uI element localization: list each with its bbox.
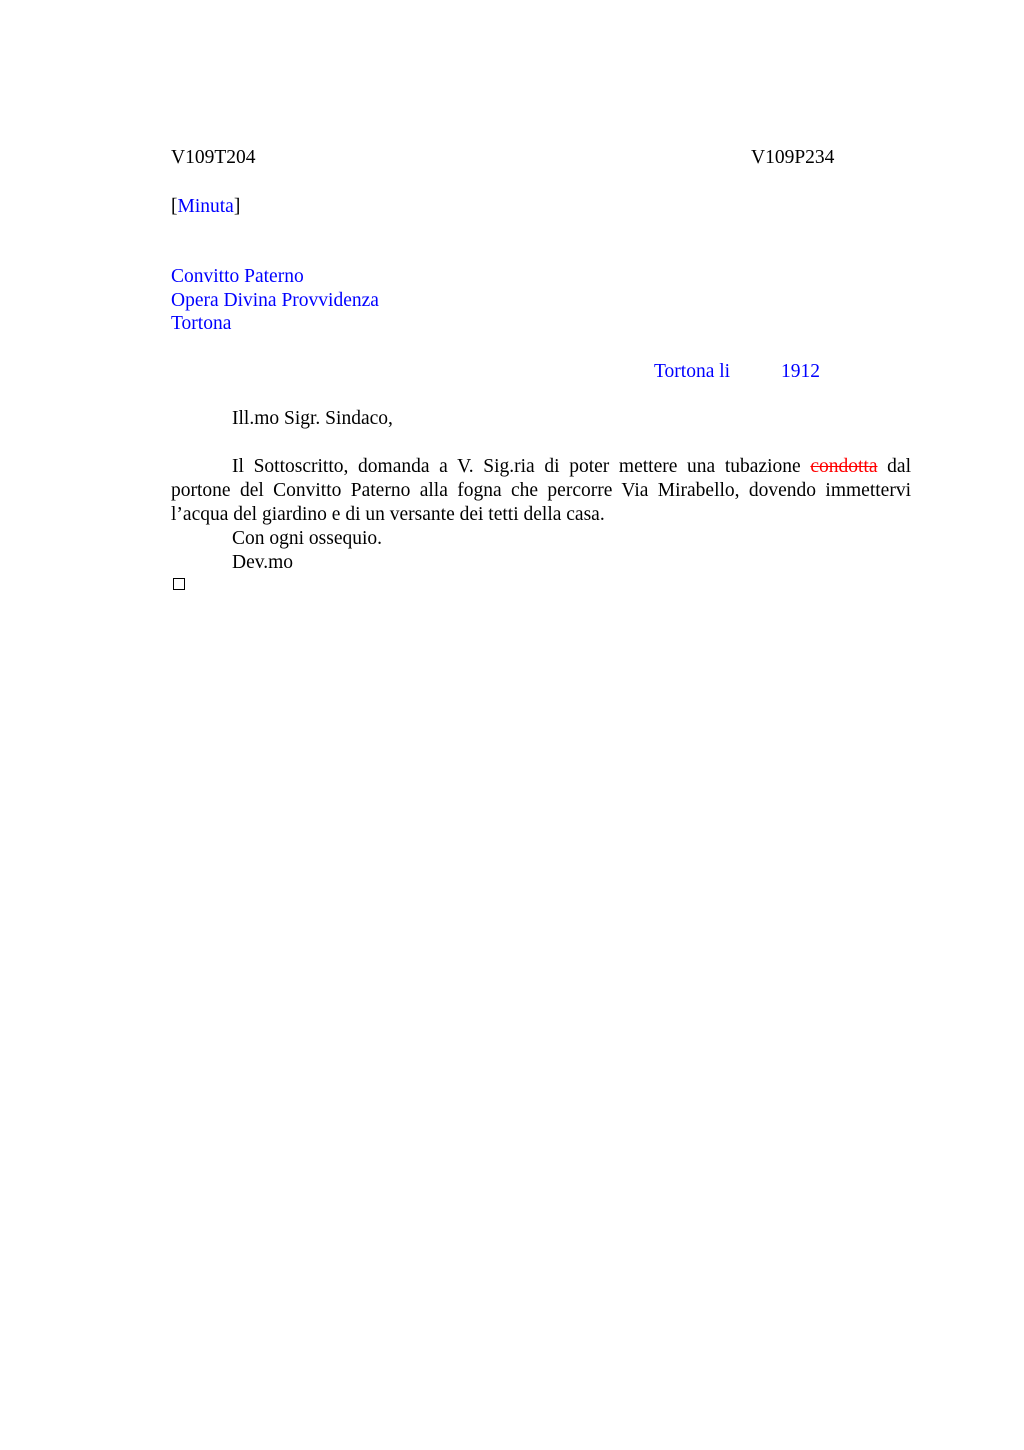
letterhead-line-city: Tortona	[171, 313, 232, 334]
letterhead	[171, 265, 379, 336]
deleted-word: condotta	[810, 456, 878, 477]
letterhead-line-organization: Opera Divina Provvidenza	[171, 289, 379, 311]
minuta-note	[171, 195, 240, 219]
body-text-end: dal portone del Convitto Paterno alla fogna che percorre Via Mirabello, dovendo immettervi l’acqua del giardino e di un versante dei tetti della casa.	[171, 456, 911, 525]
open-bracket: [	[171, 196, 178, 217]
closing-line: Con ogni ossequio.	[232, 528, 383, 549]
signature-line: Dev.mo	[232, 552, 294, 573]
document-code-right: V109P234	[751, 147, 835, 168]
body-paragraph	[171, 455, 911, 527]
letterhead-line-institution: Convitto Paterno	[171, 266, 304, 287]
date-place: Tortona li	[654, 361, 731, 382]
salutation: Ill.mo Sigr. Sindaco,	[232, 408, 393, 429]
date-year: 1912	[781, 361, 820, 382]
body-text-start: Il Sottoscritto, domanda a V. Sig.ria di poter mettere una tubazione	[232, 456, 811, 477]
close-bracket: ]	[233, 196, 241, 217]
document-code-left: V109T204	[171, 147, 256, 168]
checkbox-square-icon	[173, 578, 185, 590]
minuta-label: Minuta	[177, 196, 234, 217]
